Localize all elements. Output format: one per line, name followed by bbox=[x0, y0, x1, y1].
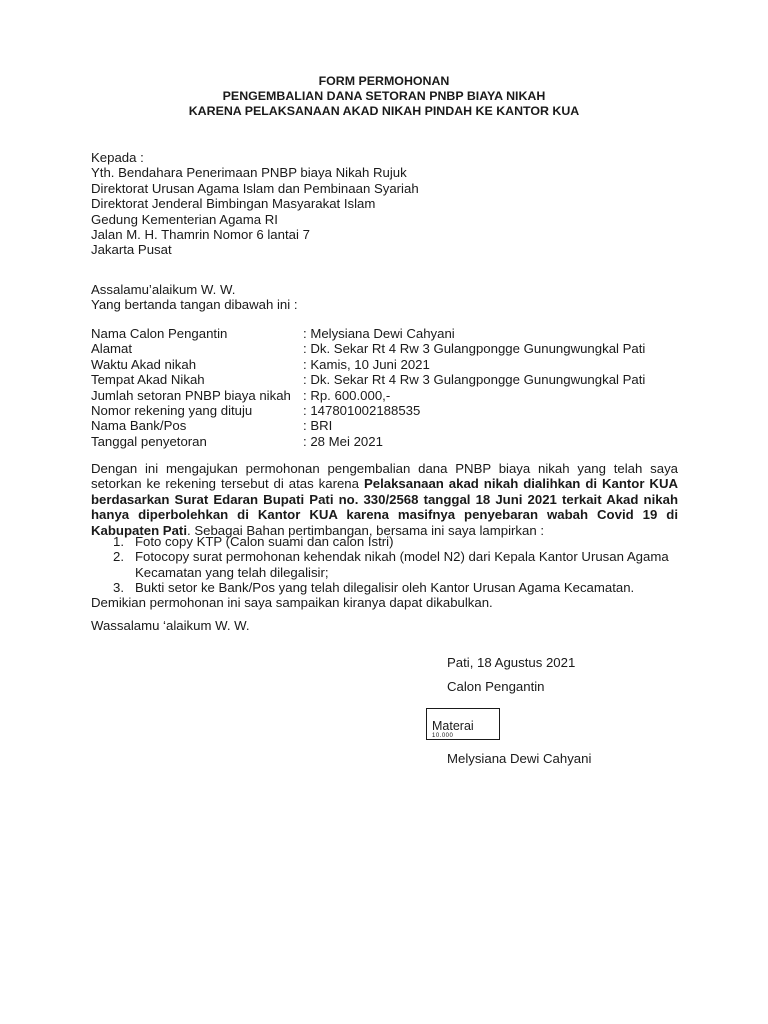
field-value: : 28 Mei 2021 bbox=[303, 433, 383, 449]
paragraph-text: Dengan ini mengajukan permohonan pengembalian dana PNBP biaya nikah yang telah saya setorkan ke rekening tersebut di atas karena bbox=[91, 461, 678, 492]
recipient-address bbox=[91, 150, 419, 258]
attachment-list bbox=[91, 534, 691, 596]
closing-line: Demikian permohonan ini saya sampaikan kiranya dapat dikabulkan. bbox=[91, 595, 493, 610]
stamp-value: 10.000 bbox=[432, 733, 454, 739]
address-line: Jakarta Pusat bbox=[91, 242, 172, 258]
form-title: FORM PERMOHONAN bbox=[318, 74, 450, 88]
list-item bbox=[91, 549, 691, 580]
field-value: : Rp. 600.000,- bbox=[303, 387, 391, 403]
form-subtitle-2: KARENA PELAKSANAAN AKAD NIKAH PINDAH KE KANTOR KUA bbox=[188, 104, 580, 118]
list-item bbox=[91, 534, 691, 549]
field-label: Waktu Akad nikah bbox=[91, 356, 197, 372]
greeting bbox=[91, 282, 298, 313]
list-number: 3. bbox=[113, 580, 124, 596]
paragraph-bold-reason: Pelaksanaan akad nikah dialihkan di Kantor KUA berdasarkan Surat Edaran Bupati Pati no. 330/2568 tanggal 18 Juni 2021 terkait Akad nikah hanya diperbolehkan di Kantor KUA karena masifnya penyebaran wabah Covid 19 di Kabupaten Pati bbox=[91, 476, 679, 538]
stamp-label: Materai bbox=[432, 719, 474, 733]
request-paragraph bbox=[91, 461, 678, 538]
field-label: Nama Calon Pengantin bbox=[91, 326, 228, 341]
stamp-box bbox=[426, 708, 500, 740]
list-text: Fotocopy surat permohonan kehendak nikah (model N2) dari Kepala Kantor Urusan Agama Kecamatan yang telah dilegalisir; bbox=[135, 549, 669, 580]
field-label: Nama Bank/Pos bbox=[91, 418, 187, 434]
address-line: Yth. Bendahara Penerimaan PNBP biaya Nikah Rujuk bbox=[91, 165, 407, 181]
field-label: Alamat bbox=[91, 341, 133, 357]
field-label: Jumlah setoran PNBP biaya nikah bbox=[91, 387, 291, 403]
field-value: : Melysiana Dewi Cahyani bbox=[303, 326, 455, 341]
farewell: Wassalamu ‘alaikum W. W. bbox=[91, 618, 250, 633]
form-subtitle: PENGEMBALIAN DANA SETORAN PNBP BIAYA NIKAH bbox=[222, 89, 546, 103]
list-item bbox=[91, 580, 691, 595]
greeting-salam: Assalamu’alaikum W. W. bbox=[91, 282, 236, 297]
field-label: Tempat Akad Nikah bbox=[91, 372, 205, 388]
address-line: Jalan M. H. Thamrin Nomor 6 lantai 7 bbox=[91, 227, 310, 243]
signature-place-date: Pati, 18 Agustus 2021 bbox=[447, 655, 576, 670]
field-value: : Dk. Sekar Rt 4 Rw 3 Gulangpongge Gunungwungkal Pati bbox=[303, 341, 646, 357]
address-line: Direktorat Jenderal Bimbingan Masyarakat Islam bbox=[91, 196, 376, 212]
field-value: : BRI bbox=[303, 418, 333, 434]
paragraph-text-end: . Sebagai Bahan pertimbangan, bersama ini saya lampirkan : bbox=[187, 522, 545, 538]
address-line: Direktorat Urusan Agama Islam dan Pembinaan Syariah bbox=[91, 180, 419, 196]
greeting-intro: Yang bertanda tangan dibawah ini : bbox=[91, 297, 298, 313]
paragraph bbox=[91, 461, 678, 538]
list-text: Foto copy KTP (Calon suami dan calon Istri) bbox=[135, 534, 394, 549]
field-value: : Kamis, 10 Juni 2021 bbox=[303, 356, 430, 372]
field-label: Tanggal penyetoran bbox=[91, 433, 207, 449]
list-number: 2. bbox=[113, 549, 124, 565]
address-line: Kepada : bbox=[91, 150, 144, 165]
field-value: : 147801002188535 bbox=[303, 402, 421, 418]
address-line: Gedung Kementerian Agama RI bbox=[91, 211, 278, 227]
list-number: 1. bbox=[113, 534, 124, 549]
signature-role: Calon Pengantin bbox=[447, 679, 545, 694]
field-label: Nomor rekening yang dituju bbox=[91, 402, 253, 418]
field-value: : Dk. Sekar Rt 4 Rw 3 Gulangpongge Gunungwungkal Pati bbox=[303, 372, 646, 388]
list-text: Bukti setor ke Bank/Pos yang telah dilegalisir oleh Kantor Urusan Agama Kecamatan. bbox=[135, 580, 635, 596]
signature-name: Melysiana Dewi Cahyani bbox=[447, 751, 592, 766]
